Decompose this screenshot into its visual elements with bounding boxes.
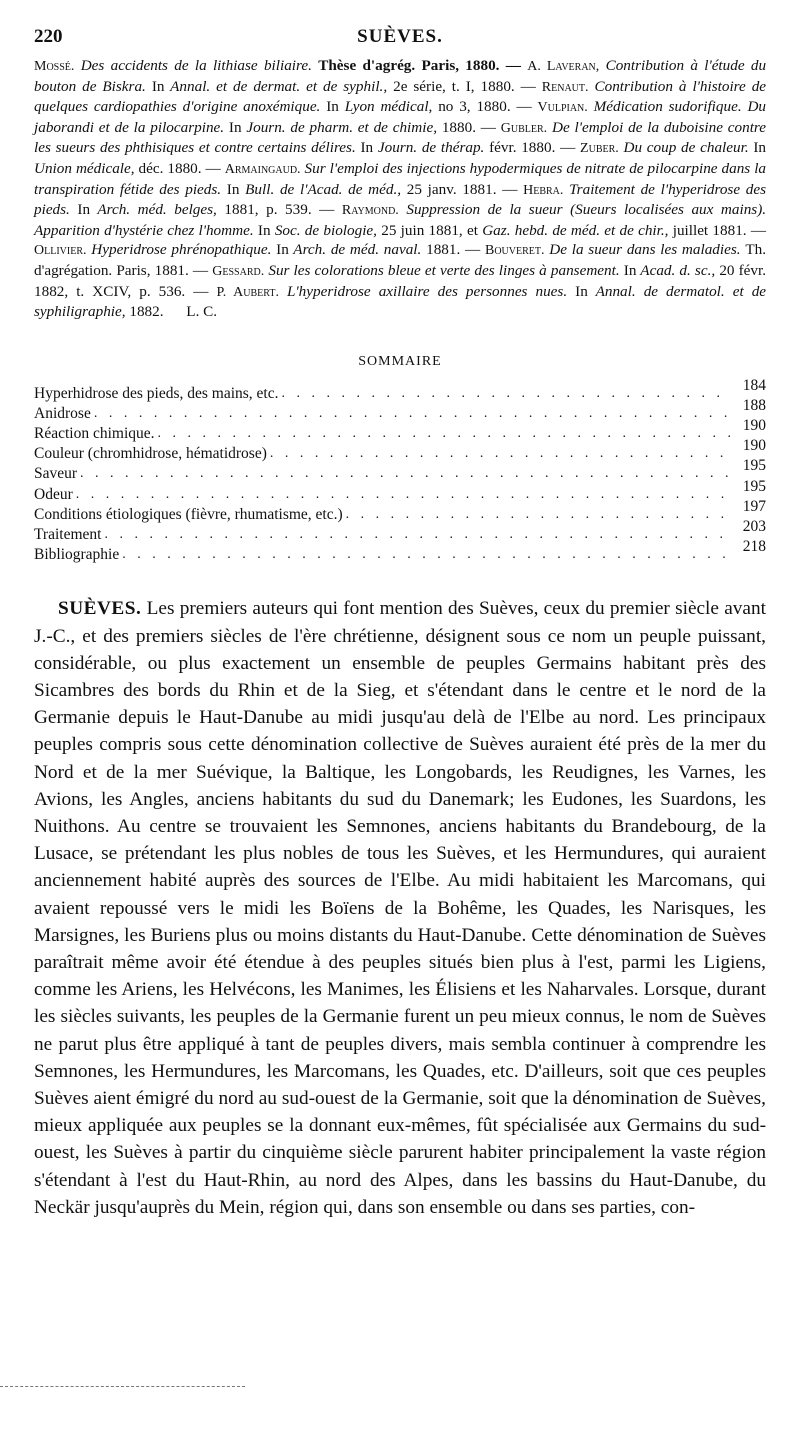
connector-text: In [257,221,271,239]
author-signature: L. C. [186,303,218,321]
work-title: De l'emploi de la duboisine contre les sueurs des phthisiques et contre certains délires. [34,118,766,157]
dot-leader [158,424,730,444]
summary-entry [34,497,766,525]
connector-text: In [276,241,289,259]
work-title: Hyperidrose phrénopathique. [91,241,272,259]
summary-entry [34,376,766,404]
publication-details: févr. 1880. — [489,139,576,157]
summary-entry [34,437,766,464]
dot-leader [270,444,730,464]
summary-entry [34,477,766,505]
summary-entry-page: 190 [742,417,766,435]
publication-details: 1882. [129,303,164,321]
dot-leader [80,464,730,484]
journal-title: Lyon médical, [344,98,433,116]
summary-entry-page: 195 [742,477,766,495]
connector-text: In [326,98,339,116]
author-name: Bouveret. [484,243,545,259]
dot-leader [282,384,731,404]
author-name: Armaingaud. [224,161,301,177]
connector-text: In [360,139,374,157]
connector-text: In [623,261,637,279]
publication-details: 1880. — [441,118,496,136]
dot-leader [76,485,730,505]
publication-details: Th. d'agrégation. Paris, 1881. — [34,241,766,279]
work-title: Traitement de l'hyperidrose des pieds. [34,180,767,219]
work-title: Du coup de chaleur. [623,139,749,157]
publication-details: 2e série, t. I, 1880. — [393,77,536,95]
summary-entry-label: Conditions étiologiques (fièvre, rhumatisme, etc.) [34,505,343,523]
footer-rule [0,1386,245,1387]
summary-entry-page: 188 [742,396,766,414]
journal-title: Gaz. hebd. de méd. et de chir., [482,221,669,239]
journal-title: Acad. d. sc., [640,261,716,279]
summary-entry-label: Couleur (chromhidrose, hématidrose) [34,445,267,463]
journal-title: Bull. de l'Acad. de méd., [245,180,402,198]
journal-title: Annal. de dermatol. et de syphiligraphie, [34,282,767,321]
summary-entry [34,457,766,484]
publication-details: 1881, p. 539. — [224,201,335,219]
work-title: Sur l'emploi des injections hypodermiques de nitrate de pilocarpine dans la transpiration fétide des pieds. [34,159,767,198]
author-name: P. Aubert. [216,284,279,300]
page-header [34,26,766,54]
running-title: SUÈVES. [357,26,443,47]
summary-entry [34,518,766,545]
author-name: Renaut. [541,79,589,95]
summary-entry-page: 197 [742,497,766,515]
journal-title: Arch. de méd. naval. [293,241,422,259]
publication-details: Thèse d'agrég. Paris, 1880. — [318,57,521,74]
publication-details: 25 juin 1881, et [381,221,478,239]
work-title: Sur les colorations bleue et verte des linges à pansement. [268,261,620,279]
summary-entry-label: Bibliographie [34,546,120,564]
page-number: 220 [34,26,63,47]
summary-entry [34,396,766,424]
author-name: A. Laveran, [527,59,600,74]
work-title: Contribution à l'étude du bouton de Biskra. [34,57,767,95]
summary-entry [34,538,766,565]
summary-entry-page: 195 [742,457,766,475]
author-name: Vulpian. [537,100,588,116]
summary-entry-label: Anidrose [34,404,91,422]
summary-title: SOMMAIRE [358,353,442,369]
author-name: Zuber. [580,141,619,157]
author-name: Mossé. [34,59,75,74]
summary-entry-label: Réaction chimique. [34,425,155,443]
connector-text: In [753,139,767,157]
journal-title: Journ. de pharm. et de chimie, [246,118,437,136]
summary-entry-page: 203 [742,518,766,536]
connector-text: In [228,118,242,136]
summary-entry-page: 190 [742,437,766,455]
journal-title: Soc. de biologie, [274,221,377,239]
summary-entry-label: Hyperhidrose des pieds, des mains, etc. [34,384,279,402]
publication-details: 1881. — [426,241,481,259]
author-name: Ollivier. [34,243,87,259]
author-name: Gessard. [212,263,265,279]
work-title: Suppression de la sueur (Sueurs localisées aux mains). Apparition d'hystérie chez l'homme. [34,201,767,239]
dot-leader [122,545,730,565]
work-title: De la sueur dans les maladies. [549,241,741,259]
journal-title: Journ. de thérap. [377,139,485,157]
journal-title: Arch. méd. belges, [97,201,217,219]
summary-entry-page: 218 [742,538,766,556]
work-title: Médication sudorifique. Du jaborandi et de la pilocarpine. [34,98,767,136]
connector-text: In [226,180,240,198]
publication-details: déc. 1880. — [138,159,221,177]
publication-details: juillet 1881. — [672,221,767,239]
summary-table [34,376,766,566]
summary-entry [34,417,766,444]
dot-leader [94,404,730,424]
author-name: Raymond. [341,203,399,219]
summary-entry-label: Odeur [34,485,73,503]
publication-details: 25 janv. 1881. — [406,180,518,198]
journal-title: Annal. et de dermat. et de syphil., [170,77,388,95]
summary-entry-page: 184 [742,376,766,394]
connector-text: In [151,77,165,95]
document-page [34,26,766,1240]
connector-text: In [77,201,91,219]
publication-details: 20 févr. 1882, t. XCIV, p. 536. — [34,261,767,300]
work-title: L'hyperidrose axillaire des personnes nues. [286,282,568,300]
dot-leader [104,525,730,545]
article-body [34,595,766,1221]
summary-entry-label: Saveur [34,465,78,483]
work-title: Des accidents de la lithiase biliaire. [80,57,312,74]
author-name: Hebra. [523,182,564,198]
journal-title: Union médicale, [34,159,135,177]
summary-entry-label: Traitement [34,526,102,544]
article-headword: SUÈVES. [58,598,142,620]
publication-details: no 3, 1880. — [438,98,532,116]
author-name: Gubler. [500,120,548,136]
article-text: Les premiers auteurs qui font mention des Suèves, ceux du premier siècle avant J.-C., et des premiers siècles de l'ère chrétienne, désignent sous ce nom un peuple puissant, considérable, ou plus exactement un ensemble de peuples Germains habitant près des Sicambres des bords du Rhin et de la Sieg, et s'étendant dans le centre et le nord de la Germanie depuis le Haut-Danube au midi jusqu'au delà de l'Elbe au nord. Les principaux peuples compris sous cette dénomination collective de Suèves auraient été près de la mer du Nord et de la mer Suévique, la Baltique, les Longobards, les Reudignes, les Varnes, les Avions, les Angles, anciens habitants du sud du Danemark; les Eudones, les Suardons, les Nuithons. Au centre se trouvaient les Semnones, anciens habitants du Brandebourg, de la Lusace, se prétendant les plus nobles de tous les Suèves, et les Hermundures, qui auraient anciennement habité auprès des sources de l'Elbe. Au midi habitaient les Marcomans, qui avaient repoussé vers le midi les Boïens de la Bohême, les Quades, les Narisques, les Marsignes, les Buriens plus ou moins distants du Haut-Danube. Cette dénomination de Suèves paraîtrait même avoir été étendue à des peuples situés bien plus à l'est, parmi les Ligiens, comme les Ariens, les Helvécons, les Manimes, les Élisiens et les Naharvales. Lorsque, durant les siècles suivants, les peuples de la Germanie furent un peu mieux connus, le nom de Suèves ne parut plus être appliqué à tant de peuples divers, mais sembla continuer à comprendre les Semnones, les Hermundures, les Marcomans, les Quades, etc. D'ailleurs, soit que ces peuples Suèves aient émigré du nord au sud-ouest de la Germanie, soit que la dénomination de Suèves, mieux appliquée aux peuples se la donnant eux-mêmes, fût spécialisée aux Germains du sud-ouest, les Suèves à partir du cinquième siècle parurent habiter principalement la vaste région s'étendant à l'est du Haut-Rhin, au nord des Alpes, dans les bassins du Haut-Danube, du Neckär jusqu'auprès du Mein, région qui, dans son ensemble ou dans ses parties, con- [34,598,766,1218]
work-title: Contribution à l'histoire de quelques cardiopathies d'origine anoxémique. [34,77,767,116]
connector-text: In [575,282,588,300]
dot-leader [346,505,730,525]
bibliography-block [34,56,766,322]
